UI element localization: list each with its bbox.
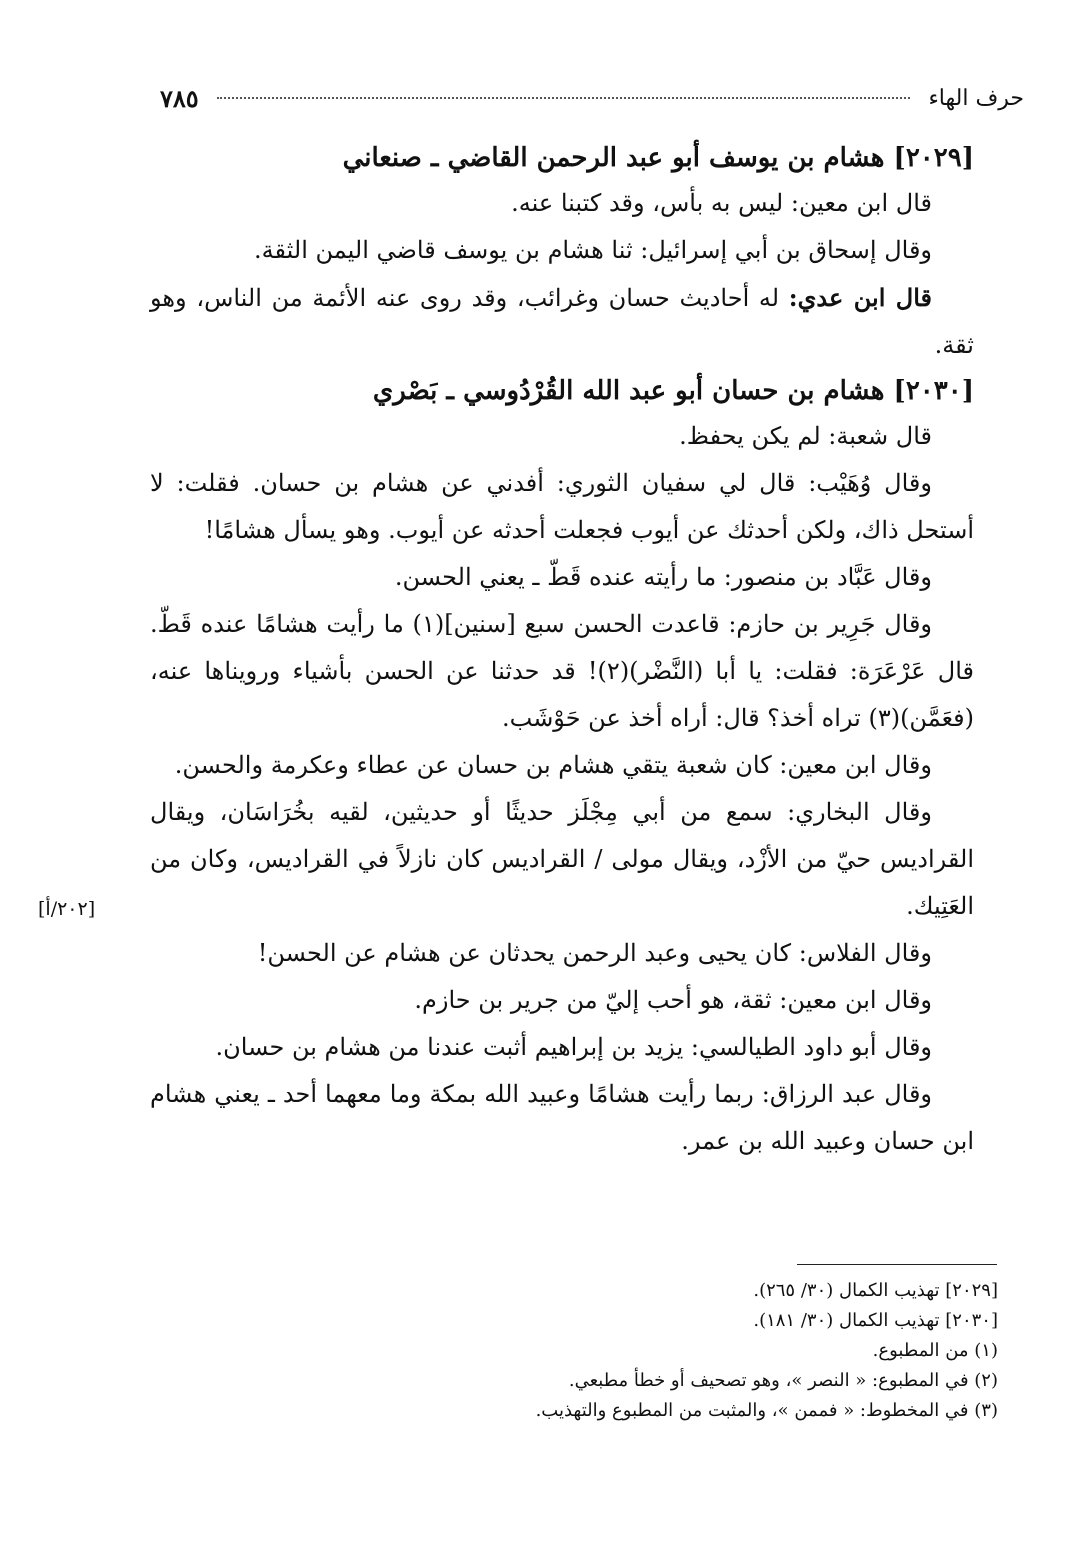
page-number: ٧٨٥ xyxy=(160,83,199,113)
paragraph: وقال ابن معين: كان شعبة يتقي هشام بن حسان عن عطاء وعكرمة والحسن. xyxy=(174,751,932,779)
footnote: [٢٠٣٠] تهذيب الكمال (٣٠/ ١٨١). xyxy=(753,1310,998,1331)
paragraph-with-margin-ref xyxy=(150,789,974,930)
paragraph: وقال الفلاس: كان يحيى وعبد الرحمن يحدثان عن هشام عن الحسن! xyxy=(257,939,932,967)
paragraph-text: وقال البخاري: سمع من أبي مِجْلَز حديثًا أو حديثين، لقيه بخُرَاسَان، ويقال القراديس حيّ من الأزْد، ويقال مولى / القراديس كان نازلاً في القراديس، وكان من العَتِيك. xyxy=(150,798,974,920)
running-header xyxy=(160,78,1024,118)
chapter-title: حرف الهاء xyxy=(928,85,1024,111)
manuscript-margin-ref: [٢٠٢/أ] xyxy=(38,898,96,920)
footnote-separator xyxy=(797,1264,997,1265)
footnote: (٢) في المطبوع: « النصر »، وهو تصحيف أو خطأ مطبعي. xyxy=(568,1370,998,1391)
footnote: (١) من المطبوع. xyxy=(872,1340,998,1361)
main-text xyxy=(150,136,974,1165)
entry-title: [٢٠٣٠] هشام بن حسان أبو عبد الله القُرْدُوسي ـ بَصْري xyxy=(372,376,974,406)
footnote: (٣) في المخطوط: « فممن »، والمثبت من المطبوع والتهذيب. xyxy=(535,1400,998,1421)
footnotes xyxy=(300,1276,998,1426)
paragraph: وقال أبو داود الطيالسي: يزيد بن إبراهيم أثبت عندنا من هشام بن حسان. xyxy=(215,1033,932,1061)
footnote: [٢٠٢٩] تهذيب الكمال (٣٠/ ٢٦٥). xyxy=(753,1280,998,1301)
paragraph xyxy=(150,274,974,369)
paragraph-text: له أحاديث حسان وغرائب، وقد روى عنه الأئمة من الناس، وهو ثقة. xyxy=(150,284,974,359)
bold-lead: قال ابن عدي: xyxy=(788,283,932,312)
entry-title: [٢٠٢٩] هشام بن يوسف أبو عبد الرحمن القاضي ـ صنعاني xyxy=(342,143,974,173)
entry-2029 xyxy=(150,136,974,369)
paragraph: وقال جَرِير بن حازم: قاعدت الحسن سبع [سنين](١) ما رأيت هشامًا عنده قَطّ. قال عَرْعَرَة: فقلت: يا أبا (النَّضْر)(٢)! قد حدثنا عن الحسن بأشياء ورويناها عنه، (فعَمَّن)(٣) تراه أخذ؟ قال: أراه أخذ عن حَوْشَب. xyxy=(150,610,975,732)
paragraph: وقال عبد الرزاق: ربما رأيت هشامًا وعبيد الله بمكة وما معهما أحد ـ يعني هشام ابن حسان وعبيد الله بن عمر. xyxy=(150,1080,974,1155)
paragraph: وقال ابن معين: ثقة، هو أحب إليّ من جرير بن حازم. xyxy=(414,986,932,1014)
paragraph: قال ابن معين: ليس به بأس، وقد كتبنا عنه. xyxy=(511,189,932,217)
header-rule xyxy=(217,97,911,99)
paragraph: وقال عَبَّاد بن منصور: ما رأيته عنده قَطّ ـ يعني الحسن. xyxy=(394,563,932,591)
entry-2030 xyxy=(150,369,974,1165)
paragraph: قال شعبة: لم يكن يحفظ. xyxy=(679,422,932,450)
paragraph: وقال وُهَيْب: قال لي سفيان الثوري: أفدني عن هشام بن حسان. فقلت: لا أستحل ذاك، ولكن أحدثك عن أيوب فجعلت أحدثه عن أيوب. وهو يسأل هشامًا! xyxy=(150,469,974,544)
paragraph: وقال إسحاق بن أبي إسرائيل: ثنا هشام بن يوسف قاضي اليمن الثقة. xyxy=(254,236,932,264)
